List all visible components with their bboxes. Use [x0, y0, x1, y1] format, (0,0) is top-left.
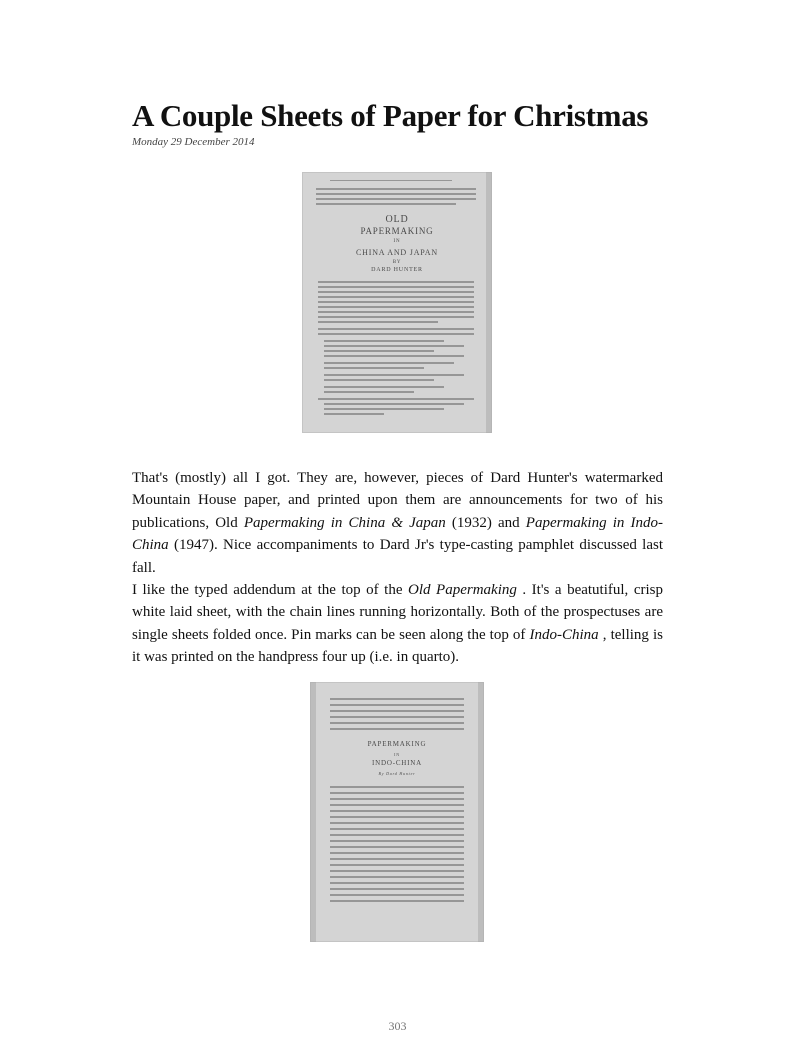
- prospectus-title-line: DARD HUNTER: [371, 267, 423, 273]
- text-line: [330, 716, 464, 718]
- text-line: [316, 198, 476, 200]
- text-line: [318, 306, 474, 308]
- text-line: [318, 301, 474, 303]
- text-line: [330, 792, 464, 794]
- text-line: [330, 858, 464, 860]
- book-title: Papermaking in Indo-China: [132, 514, 663, 554]
- text-line: [318, 281, 474, 283]
- text-line: [330, 786, 464, 788]
- prospectus-title-line: BY: [392, 260, 402, 265]
- text-line: [324, 408, 444, 410]
- text-line: [330, 810, 464, 812]
- text-line: [330, 728, 464, 730]
- indo-china-prospectus-image: [310, 682, 484, 942]
- book-title: Indo-China: [529, 626, 599, 643]
- text-line: [318, 398, 474, 400]
- prospectus-title-line: PAPERMAKING: [360, 226, 434, 236]
- prospectus-title-line: INDO-CHINA: [372, 759, 422, 767]
- text-line: [330, 816, 464, 818]
- text-line: [324, 374, 464, 376]
- paragraph-1: That's (mostly) all I got. They are, however, pieces of Dard Hunter's watermarked Mountain House paper, and printed upon them are announcements for two of his publications, Old Papermaking in China & Japan (1932) and Papermaking in Indo-China (1947). Nice accompaniments to Dard Jr's type-casting pamphlet discussed last fall.: [132, 470, 663, 576]
- old-papermaking-prospectus-image: [302, 172, 492, 433]
- post-date: Monday 29 December 2014: [132, 136, 255, 148]
- text-line: [318, 286, 474, 288]
- text-line: [318, 296, 474, 298]
- text-line: [324, 355, 464, 357]
- text-line: [318, 291, 474, 293]
- text-line: [318, 321, 438, 323]
- text-line: [330, 822, 464, 824]
- prospectus-title-line: CHINA AND JAPAN: [356, 248, 438, 257]
- text-line: [324, 386, 444, 388]
- text-line: [330, 704, 464, 706]
- text-line: [324, 340, 444, 342]
- text-line: [330, 710, 464, 712]
- text-line: [324, 350, 434, 352]
- text-line: [330, 882, 464, 884]
- text-line: [324, 345, 464, 347]
- text-line: [330, 864, 464, 866]
- text-line: [330, 840, 464, 842]
- text-line: [316, 188, 476, 190]
- text-line: [318, 311, 474, 313]
- text-line: [324, 367, 424, 369]
- text-line: [324, 379, 434, 381]
- text-line: [324, 413, 384, 415]
- post-body: [132, 467, 663, 669]
- page-number: 303: [388, 1019, 407, 1033]
- prospectus-title-line: By Dard Hunter: [378, 771, 416, 776]
- sheet-shadow-edge: [310, 682, 316, 942]
- text-line: [330, 900, 464, 902]
- post-title: A Couple Sheets of Paper for Christmas: [132, 98, 649, 133]
- text-line: [324, 362, 454, 364]
- book-title: Papermaking in China & Japan: [243, 514, 446, 531]
- text-line: [330, 888, 464, 890]
- prospectus-title-line: OLD: [385, 214, 409, 225]
- text-line: [318, 328, 474, 330]
- text-line: [330, 828, 464, 830]
- text-line: [324, 391, 414, 393]
- text-line: [330, 698, 464, 700]
- text-line: [316, 193, 476, 195]
- text-line: [330, 894, 464, 896]
- prospectus-title-line: IN: [394, 752, 400, 757]
- text-line: [330, 846, 464, 848]
- text-line: [330, 852, 464, 854]
- text-line: [330, 722, 464, 724]
- text-line: [330, 180, 452, 181]
- text-line: [330, 798, 464, 800]
- book-title: Old Papermaking: [408, 582, 517, 599]
- sheet-shadow-edge: [486, 172, 492, 433]
- text-line: [318, 316, 474, 318]
- text-line: [330, 834, 464, 836]
- text-line: [316, 203, 456, 205]
- paragraph-2: I like the typed addendum at the top of the Old Papermaking . It's a beatutiful, crisp white laid sheet, with the chain lines running horizontally. Both of the prospectuses are single sheets folded once. Pin marks can be seen along the top of Indo-China , telling is it was printed on the handpress four up (i.e. in quarto).: [132, 582, 663, 666]
- text-line: [330, 870, 464, 872]
- prospectus-title-line: PAPERMAKING: [367, 740, 427, 748]
- text-line: [330, 876, 464, 878]
- prospectus-title-line: IN: [393, 239, 401, 244]
- text-line: [330, 804, 464, 806]
- text-line: [324, 403, 464, 405]
- sheet-shadow-edge: [478, 682, 484, 942]
- text-line: [318, 333, 474, 335]
